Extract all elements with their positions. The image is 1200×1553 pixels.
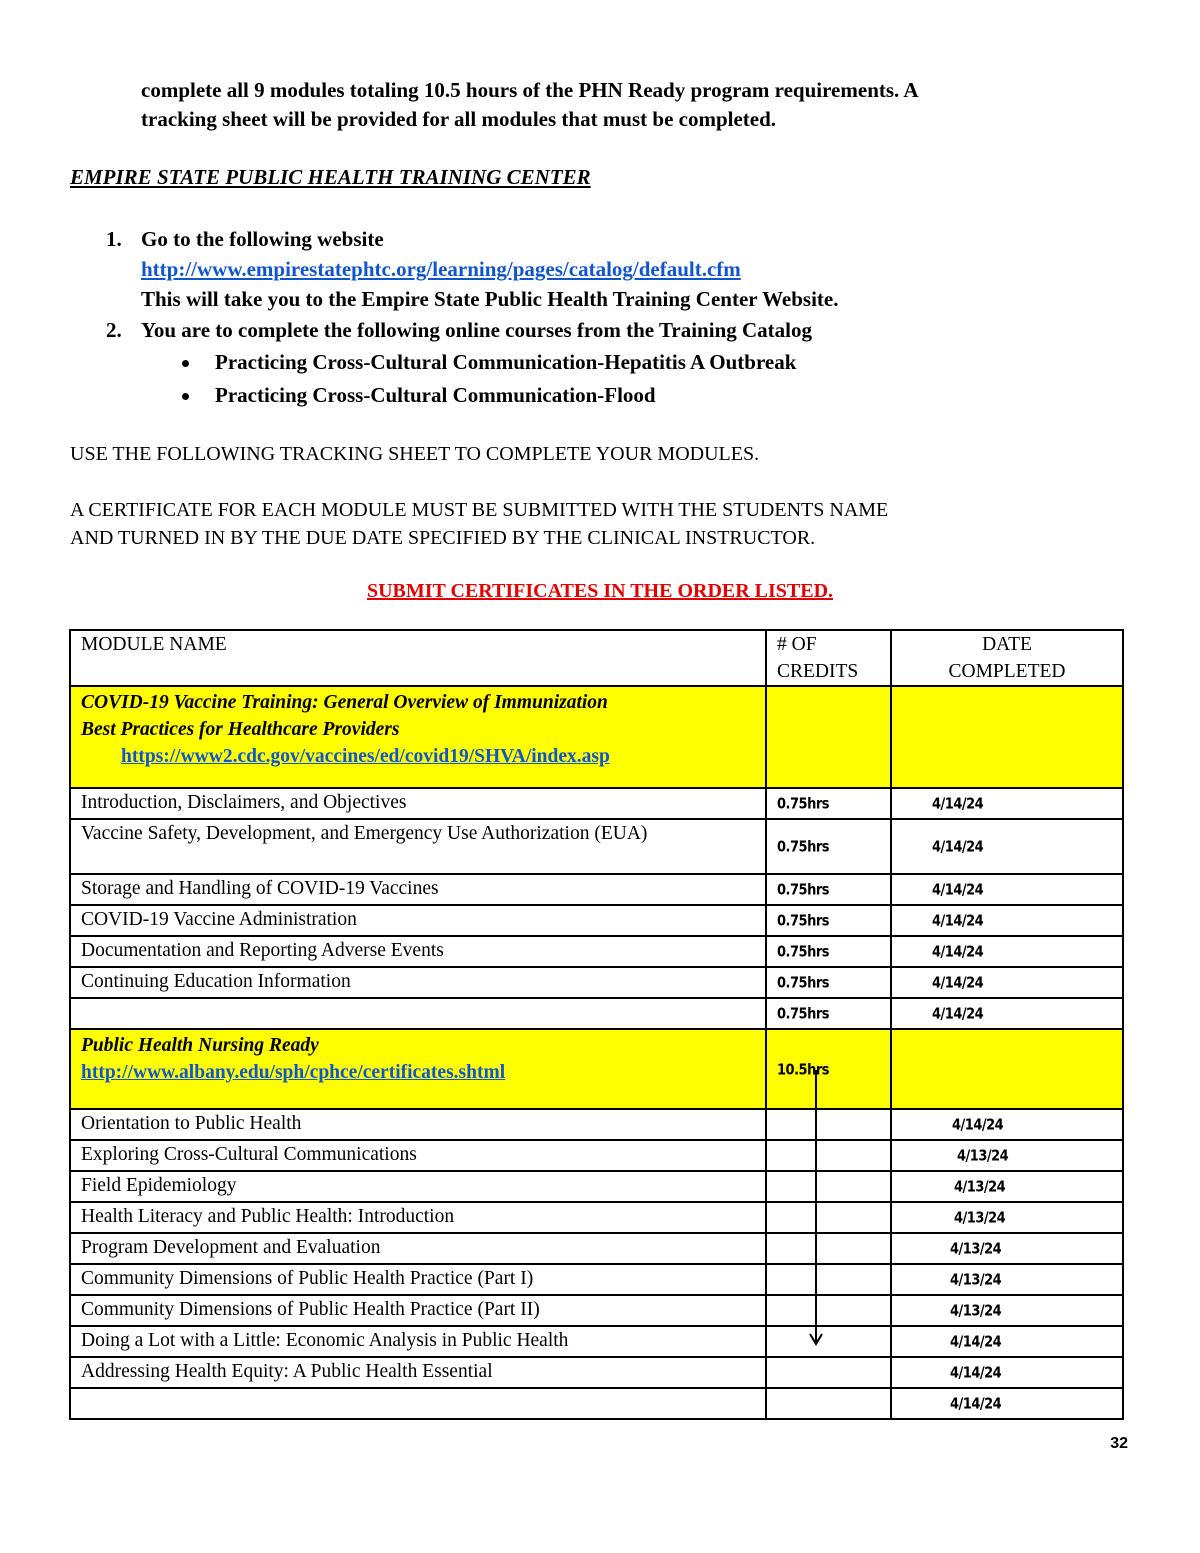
handwritten-date: 4/13/24 <box>954 1178 1006 1197</box>
step-number: 2. <box>106 318 122 342</box>
handwritten-credits: 0.75hrs <box>777 912 829 931</box>
handwritten-credits: 0.75hrs <box>777 974 829 993</box>
handwritten-date: 4/13/24 <box>950 1240 1002 1259</box>
group-header-row <box>70 686 1123 788</box>
handwritten-credits: 0.75hrs <box>777 838 829 857</box>
handwritten-date: 4/13/24 <box>957 1147 1009 1166</box>
header-date: DATE COMPLETED <box>891 630 1123 686</box>
bullet-icon <box>182 393 189 400</box>
table-row: Documentation and Reporting Adverse Events 0.75hrs 4/14/24 <box>70 936 1123 967</box>
table-row: Program Development and Evaluation 4/13/24 <box>70 1233 1123 1264</box>
handwritten-date: 4/14/24 <box>950 1333 1002 1352</box>
handwritten-date: 4/14/24 <box>952 1116 1004 1135</box>
bullet-icon <box>182 360 189 367</box>
table-row <box>70 1388 1123 1419</box>
handwritten-date: 4/14/24 <box>932 1005 984 1024</box>
handwritten-credits: 0.75hrs <box>777 1005 829 1024</box>
handwritten-credits: 10.5hrs <box>777 1061 829 1079</box>
training-center-link[interactable]: http://www.empirestatephtc.org/learning/pages/catalog/default.cfm <box>141 257 741 281</box>
tracking-instruction: USE THE FOLLOWING TRACKING SHEET TO COMPLETE YOUR MODULES. <box>70 443 760 465</box>
intro-line: tracking sheet will be provided for all modules that must be completed. <box>141 107 777 131</box>
handwritten-date: 4/14/24 <box>932 912 984 931</box>
page-number: 32 <box>1110 1435 1128 1452</box>
handwritten-date: 4/13/24 <box>954 1209 1006 1228</box>
handwritten-date: 4/13/24 <box>950 1302 1002 1321</box>
header-credits: # OF CREDITS <box>766 630 891 686</box>
instruction-line: A CERTIFICATE FOR EACH MODULE MUST BE SUBMITTED WITH THE STUDENTS NAME <box>70 499 889 521</box>
step-number: 1. <box>106 227 122 251</box>
handwritten-date: 4/14/24 <box>932 943 984 962</box>
table-row: Introduction, Disclaimers, and Objectives 0.75hrs 4/14/24 <box>70 788 1123 819</box>
group-title: Public Health Nursing Ready http://www.albany.edu/sph/cphce/certificates.shtml <box>70 1029 766 1109</box>
table-header-row <box>70 630 1123 686</box>
table-row: Storage and Handling of COVID-19 Vaccines 0.75hrs 4/14/24 <box>70 874 1123 905</box>
table-row: COVID-19 Vaccine Administration 0.75hrs 4/14/24 <box>70 905 1123 936</box>
group-title: COVID-19 Vaccine Training: General Overview of Immunization Best Practices for Healthcare Providers https://www2.cdc.gov/vaccines/ed/covid19/SHVA/index.asp <box>70 686 766 788</box>
table-row: Continuing Education Information 0.75hrs 4/14/24 <box>70 967 1123 998</box>
tracking-table <box>69 629 1124 1420</box>
table-row: Orientation to Public Health 4/14/24 <box>70 1109 1123 1140</box>
section-heading: EMPIRE STATE PUBLIC HEALTH TRAINING CENTER <box>70 165 591 189</box>
step-text: You are to complete the following online courses from the Training Catalog <box>141 318 812 342</box>
table-row: Vaccine Safety, Development, and Emergency Use Authorization (EUA) 0.75hrs 4/14/24 <box>70 819 1123 874</box>
handwritten-date: 4/14/24 <box>932 838 984 857</box>
certificate-instruction <box>70 496 888 552</box>
handwritten-credits: 0.75hrs <box>777 881 829 900</box>
table-row: Addressing Health Equity: A Public Health Essential 4/14/24 <box>70 1357 1123 1388</box>
handwritten-date: 4/13/24 <box>950 1271 1002 1290</box>
handwritten-arrow-icon <box>805 1070 827 1350</box>
table-row <box>70 998 1123 1029</box>
table-row: Exploring Cross-Cultural Communications 4/13/24 <box>70 1140 1123 1171</box>
course-item: Practicing Cross-Cultural Communication-Flood <box>215 383 656 407</box>
group-header-row <box>70 1029 1123 1109</box>
albany-link[interactable]: http://www.albany.edu/sph/cphce/certificates.shtml <box>81 1062 506 1083</box>
table-row: Health Literacy and Public Health: Introduction 4/13/24 <box>70 1202 1123 1233</box>
header-module: MODULE NAME <box>70 630 766 686</box>
table-row: Community Dimensions of Public Health Practice (Part I) 4/13/24 <box>70 1264 1123 1295</box>
intro-line: complete all 9 modules totaling 10.5 hours of the PHN Ready program requirements. A <box>141 78 919 102</box>
table-row: Field Epidemiology 4/13/24 <box>70 1171 1123 1202</box>
table-row: Doing a Lot with a Little: Economic Analysis in Public Health 4/14/24 <box>70 1326 1123 1357</box>
submit-notice: SUBMIT CERTIFICATES IN THE ORDER LISTED. <box>366 580 834 602</box>
handwritten-date: 4/14/24 <box>950 1395 1002 1414</box>
course-item: Practicing Cross-Cultural Communication-Hepatitis A Outbreak <box>215 350 797 374</box>
handwritten-date: 4/14/24 <box>932 795 984 814</box>
step-text: Go to the following website <box>141 227 384 251</box>
handwritten-credits: 0.75hrs <box>777 795 829 814</box>
handwritten-date: 4/14/24 <box>932 974 984 993</box>
step-note: This will take you to the Empire State Public Health Training Center Website. <box>141 287 839 311</box>
instruction-line: AND TURNED IN BY THE DUE DATE SPECIFIED BY THE CLINICAL INSTRUCTOR. <box>70 527 816 549</box>
handwritten-date: 4/14/24 <box>950 1364 1002 1383</box>
handwritten-date: 4/14/24 <box>932 881 984 900</box>
intro-paragraph <box>141 76 1141 134</box>
cdc-link[interactable]: https://www2.cdc.gov/vaccines/ed/covid19/SHVA/index.asp <box>121 746 610 767</box>
table-row: Community Dimensions of Public Health Practice (Part II) 4/13/24 <box>70 1295 1123 1326</box>
handwritten-credits: 0.75hrs <box>777 943 829 962</box>
